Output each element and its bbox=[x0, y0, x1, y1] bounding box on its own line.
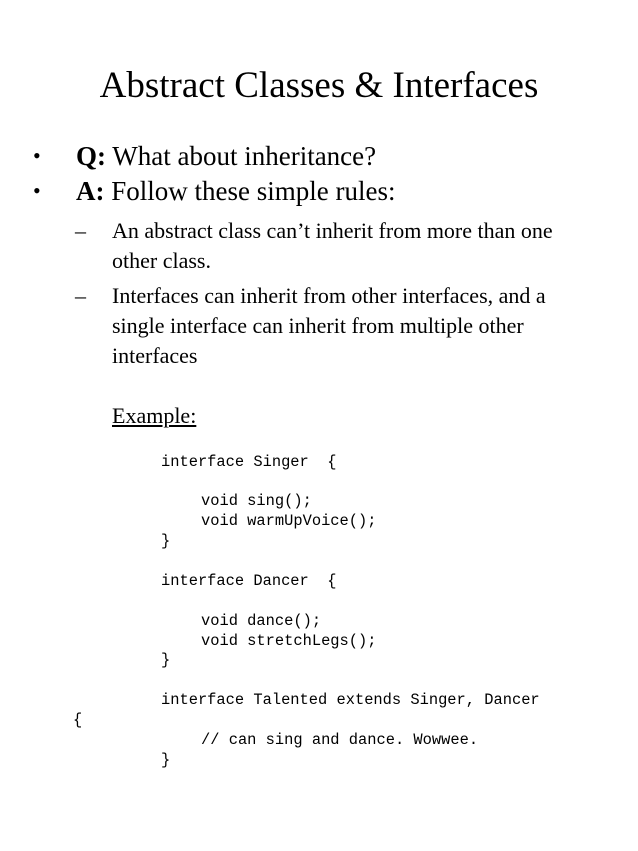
sub-bullet-text: Interfaces can inherit from other interfaces, and a single interface can inherit from multiple other interfaces bbox=[112, 283, 546, 368]
bullet-marker: • bbox=[33, 178, 41, 203]
code-line: void sing(); bbox=[201, 492, 312, 510]
code-line: interface Talented extends Singer, Dancer bbox=[161, 691, 540, 709]
bullet-label: Q: bbox=[76, 141, 106, 171]
code-line: void dance(); bbox=[201, 612, 322, 630]
code-line: void warmUpVoice(); bbox=[201, 512, 377, 530]
code-line: { bbox=[73, 711, 83, 729]
bullet-label: A: bbox=[76, 176, 105, 206]
code-line: } bbox=[161, 651, 171, 669]
code-line: interface Singer { bbox=[161, 453, 337, 471]
code-line: interface Dancer { bbox=[161, 572, 337, 590]
code-line: } bbox=[161, 751, 171, 769]
code-line: // can sing and dance. Wowwee. bbox=[201, 731, 479, 749]
sub-bullet-marker: – bbox=[75, 218, 86, 243]
bullet-marker: • bbox=[33, 143, 41, 168]
sub-bullet-marker: – bbox=[75, 283, 86, 308]
sub-bullet-text: An abstract class can’t inherit from more than one other class. bbox=[112, 218, 553, 273]
bullet-body: Follow these simple rules: bbox=[104, 176, 396, 206]
code-line: } bbox=[161, 532, 171, 550]
bullet-text bbox=[76, 175, 395, 207]
bullet-body: What about inheritance? bbox=[106, 141, 377, 171]
code-line: void stretchLegs(); bbox=[201, 632, 377, 650]
bullet-text bbox=[76, 140, 376, 172]
slide-title: Abstract Classes & Interfaces bbox=[99, 65, 539, 106]
example-heading: Example: bbox=[112, 403, 197, 428]
